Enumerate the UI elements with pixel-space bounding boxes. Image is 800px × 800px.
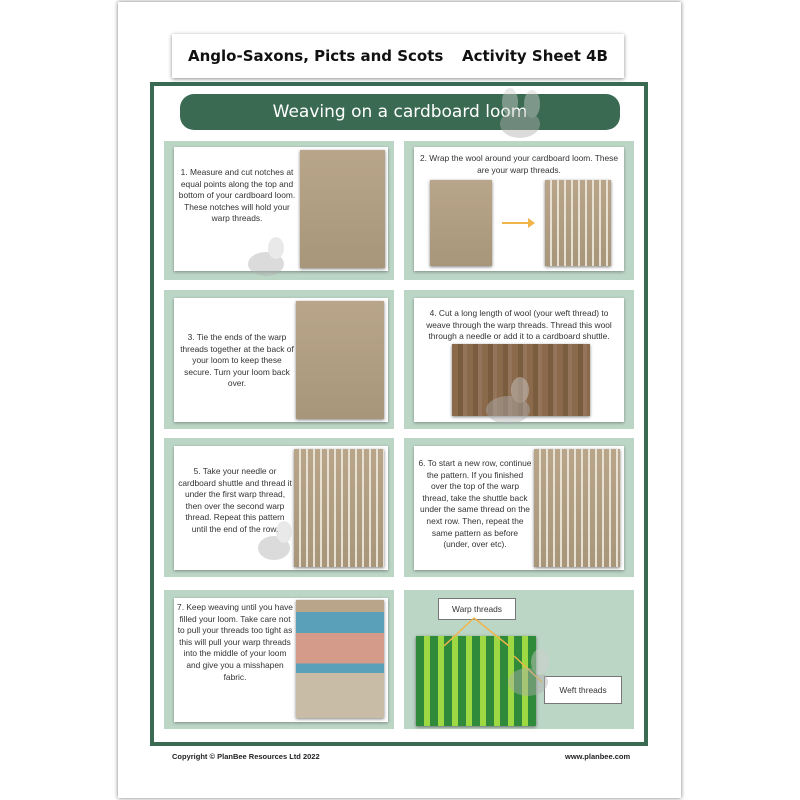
website-link[interactable]: www.planbee.com [565, 752, 631, 761]
step-1-photo [300, 150, 385, 268]
step-3-photo [296, 301, 384, 419]
step-2-text: 2. Wrap the wool around your cardboard loom. These are your warp threads. [420, 153, 619, 175]
step-4-text: 4. Cut a long length of wool (your weft thread) to weave through the warp threads. Thread this wool through a needle or add it to a cardboard shuttle. [426, 308, 612, 342]
step-6-photo [534, 449, 620, 567]
bee-watermark-icon [474, 376, 544, 432]
step-2-photo-before [430, 180, 492, 266]
arrow-right-icon [500, 216, 536, 230]
step-5-photo [294, 449, 384, 567]
bee-watermark-icon [490, 88, 550, 144]
weft-threads-label: Weft threads [544, 676, 622, 704]
step-1-text: 1. Measure and cut notches at equal points along the top and bottom of your cardboard loom. These notches will hold your warp threads. [178, 167, 296, 224]
copyright-notice: Copyright © PlanBee Resources Ltd 2022 [172, 752, 320, 761]
warp-threads-label: Warp threads [438, 598, 516, 620]
bee-watermark-icon [250, 520, 300, 564]
activity-sheet-number: Activity Sheet 4B [462, 47, 608, 65]
page-title [180, 94, 620, 130]
step-5-text: 5. Take your needle or cardboard shuttle and thread it under the first warp thread, then over the second warp thread. Repeat this pattern until the end of the row. [178, 466, 292, 534]
bee-watermark-icon [240, 236, 296, 280]
page-title-text: Weaving on a cardboard loom [272, 102, 528, 122]
step-3-text: 3. Tie the ends of the warp threads together at the back of your loom to keep these secure. Turn your loom back over. [180, 332, 294, 389]
bee-watermark-icon [500, 648, 560, 704]
sheet-header [172, 34, 624, 78]
step-7-photo [296, 600, 384, 718]
step-6-text: 6. To start a new row, continue the pattern. If you finished over the top of the warp thread, take the shuttle back under the same thread on the next row. Then, repeat the same pattern as before (under, over etc). [418, 458, 532, 550]
step-2-photo-after [545, 180, 611, 266]
step-7-text: 7. Keep weaving until you have filled your loom. Take care not to pull your threads too tight as this will pull your warp threads into the middle of your loom and give you a misshapen fabric. [177, 602, 293, 682]
topic-title: Anglo-Saxons, Picts and Scots [188, 47, 444, 65]
